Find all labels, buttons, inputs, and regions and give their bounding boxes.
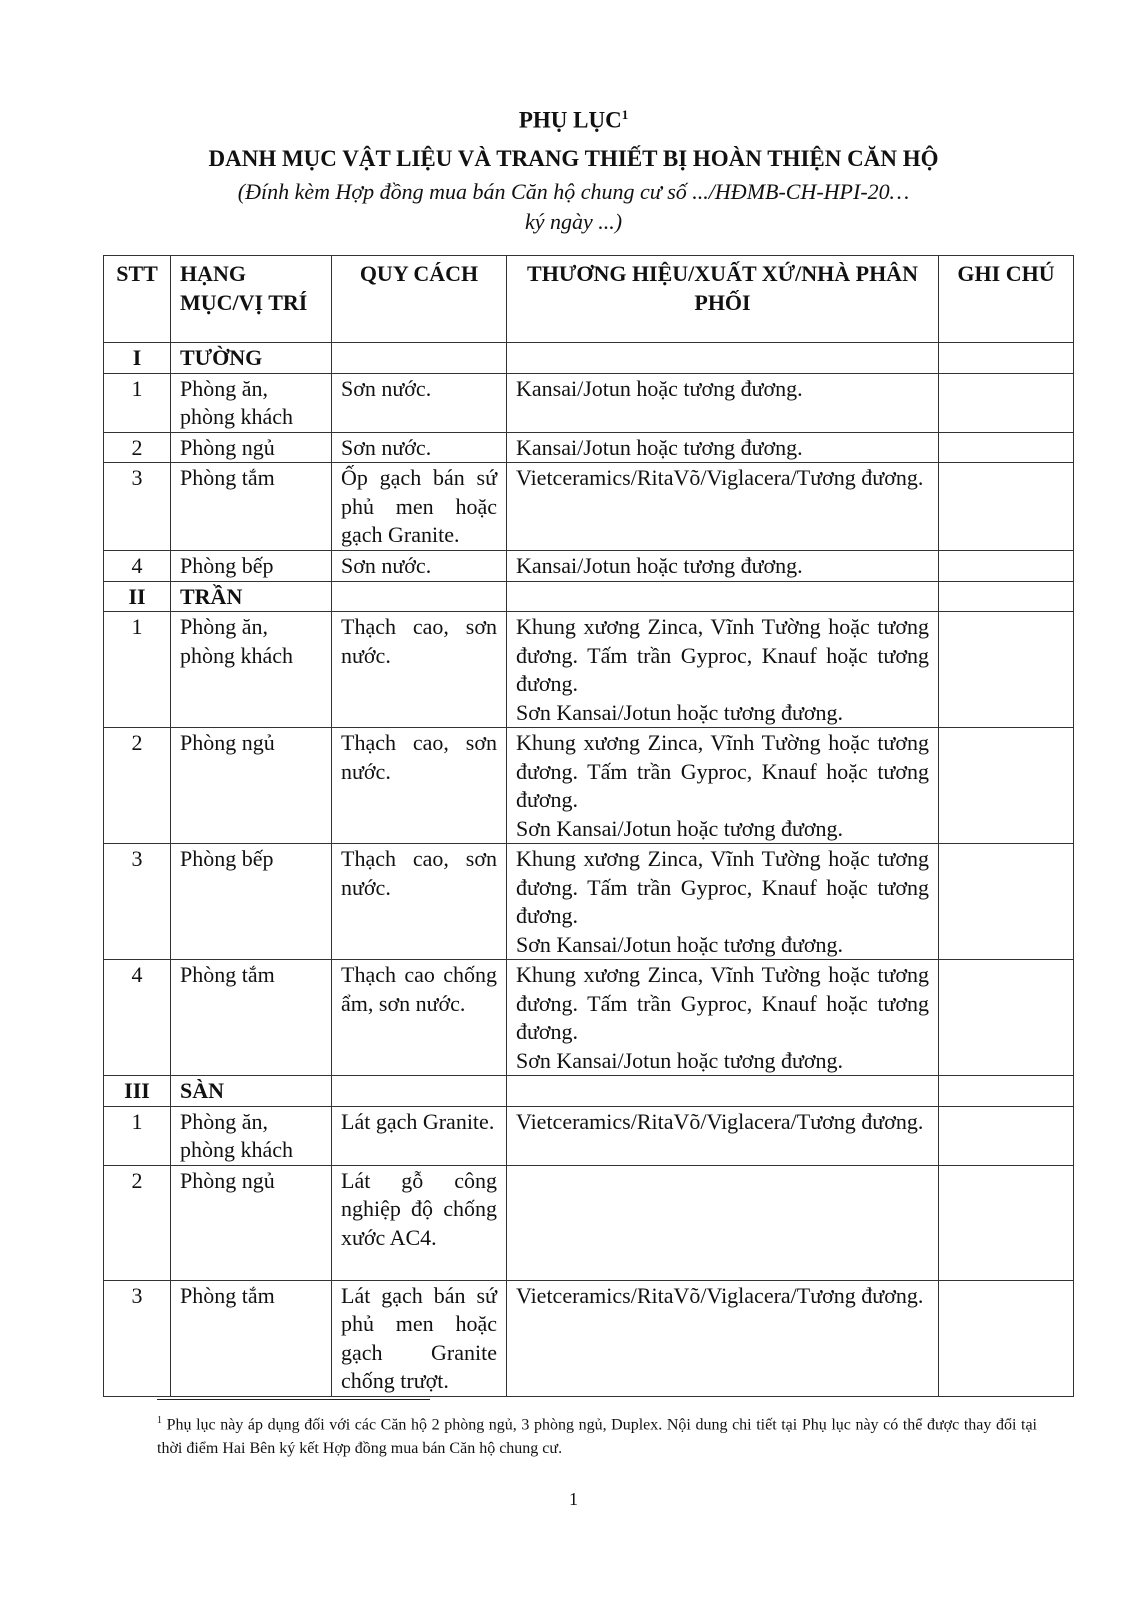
row-spec: Thạch cao chống ẩm, sơn nước.	[332, 960, 507, 1076]
row-brand	[507, 1165, 939, 1280]
row-spec: Sơn nước.	[332, 373, 507, 432]
table-row	[104, 1106, 1074, 1165]
row-spec: Thạch cao, sơn nước.	[332, 728, 507, 844]
row-brand	[507, 1280, 939, 1396]
row-stt: 3	[104, 844, 171, 960]
row-brand	[507, 551, 939, 582]
footnote-mark: 1	[157, 1415, 162, 1426]
row-item: Phòng tắm	[171, 463, 332, 551]
row-brand-text: Kansai/Jotun hoặc tương đương.	[516, 553, 803, 578]
appendix-title-text: PHỤ LỤC	[518, 107, 622, 133]
section-name: TƯỜNG	[171, 343, 332, 374]
materials-table	[103, 255, 1074, 1397]
empty-cell	[507, 343, 939, 374]
header-spec: QUY CÁCH	[332, 256, 507, 343]
section-row	[104, 343, 1074, 374]
empty-cell	[332, 1076, 507, 1107]
empty-cell	[332, 343, 507, 374]
section-number: II	[104, 581, 171, 612]
row-brand	[507, 960, 939, 1076]
row-brand	[507, 463, 939, 551]
contract-reference-line-1: (Đính kèm Hợp đồng mua bán Căn hộ chung cư số .../HĐMB-CH-HPI-20…	[237, 179, 910, 204]
row-brand-text: Khung xương Zinca, Vĩnh Tường hoặc tương đương. Tấm trần Gyproc, Knauf hoặc tương đương.	[516, 614, 929, 696]
appendix-title	[0, 107, 1147, 134]
row-brand-text: Kansai/Jotun hoặc tương đương.	[516, 434, 803, 460]
row-note	[939, 844, 1074, 960]
row-stt: 4	[104, 551, 171, 582]
row-brand	[507, 612, 939, 728]
row-note	[939, 551, 1074, 582]
section-number: III	[104, 1076, 171, 1107]
row-brand	[507, 373, 939, 432]
row-brand-text: Khung xương Zinca, Vĩnh Tường hoặc tương đương. Tấm trần Gyproc, Knauf hoặc tương đương.	[516, 730, 929, 812]
contract-reference	[0, 177, 1147, 237]
row-note	[939, 1280, 1074, 1396]
row-brand-paint-text: Sơn Kansai/Jotun hoặc tương đương.	[516, 699, 844, 725]
row-brand-paint-text: Sơn Kansai/Jotun hoặc tương đương.	[516, 815, 844, 841]
row-spec: Lát gạch bán sứ phủ men hoặc gạch Granite chống trượt.	[332, 1280, 507, 1396]
row-stt: 1	[104, 1106, 171, 1165]
page-number: 1	[569, 1489, 578, 1509]
row-brand-text: Vietceramics/RitaVõ/Viglacera/Tương đương.	[516, 1282, 924, 1308]
row-brand-text: Kansai/Jotun hoặc tương đương.	[516, 375, 803, 401]
table-header-row	[104, 256, 1074, 343]
row-item: Phòng ăn, phòng khách	[171, 373, 332, 432]
table-row	[104, 612, 1074, 728]
row-item: Phòng ngủ	[171, 1165, 332, 1280]
section-row	[104, 581, 1074, 612]
section-number: I	[104, 343, 171, 374]
empty-cell	[332, 581, 507, 612]
row-brand	[507, 844, 939, 960]
row-stt: 1	[104, 612, 171, 728]
empty-cell	[939, 1076, 1074, 1107]
footnote-reference: 1	[621, 107, 629, 122]
section-row	[104, 1076, 1074, 1107]
table-row	[104, 960, 1074, 1076]
row-note	[939, 1165, 1074, 1280]
row-note	[939, 960, 1074, 1076]
table-row	[104, 551, 1074, 582]
row-spec: Lát gạch Granite.	[332, 1106, 507, 1165]
row-note	[939, 728, 1074, 844]
table-row	[104, 728, 1074, 844]
footnote	[157, 1409, 1037, 1461]
row-note	[939, 432, 1074, 463]
row-brand	[507, 728, 939, 844]
row-stt: 3	[104, 463, 171, 551]
empty-cell	[507, 1076, 939, 1107]
row-stt: 4	[104, 960, 171, 1076]
row-brand-text: Vietceramics/RitaVõ/Viglacera/Tương đương.	[516, 1108, 924, 1134]
row-stt: 3	[104, 1280, 171, 1396]
row-note	[939, 463, 1074, 551]
row-item: Phòng bếp	[171, 551, 332, 582]
row-spec: Sơn nước.	[332, 551, 507, 582]
table-row	[104, 432, 1074, 463]
contract-reference-line-2: ký ngày ...)	[524, 209, 623, 234]
footnote-text: Phụ lục này áp dụng đối với các Căn hộ 2 phòng ngủ, 3 phòng ngủ, Duplex. Nội dung chi tiết tại Phụ lục này có thể được thay đổi tại thời điểm Hai Bên ký kết Hợp đồng mua bán Căn hộ chung cư.	[157, 1416, 1037, 1458]
row-brand-paint-text: Sơn Kansai/Jotun hoặc tương đương.	[516, 931, 844, 957]
row-brand-paint-text: Sơn Kansai/Jotun hoặc tương đương.	[516, 1047, 844, 1073]
row-brand-text: Khung xương Zinca, Vĩnh Tường hoặc tương đương. Tấm trần Gyproc, Knauf hoặc tương đương.	[516, 962, 929, 1044]
row-item: Phòng tắm	[171, 1280, 332, 1396]
row-spec: Ốp gạch bán sứ phủ men hoặc gạch Granite.	[332, 463, 507, 551]
row-note	[939, 612, 1074, 728]
table-row	[104, 1280, 1074, 1396]
header-brand: THƯƠNG HIỆU/XUẤT XỨ/NHÀ PHÂN PHỐI	[507, 256, 939, 343]
row-item: Phòng tắm	[171, 960, 332, 1076]
row-note	[939, 373, 1074, 432]
header-item: HẠNG MỤC/VỊ TRÍ	[171, 256, 332, 343]
table-row	[104, 373, 1074, 432]
row-stt: 2	[104, 1165, 171, 1280]
row-spec: Thạch cao, sơn nước.	[332, 612, 507, 728]
table-body	[104, 343, 1074, 1397]
table-row	[104, 844, 1074, 960]
row-brand-text: Vietceramics/RitaVõ/Viglacera/Tương đương.	[516, 465, 924, 490]
row-stt: 2	[104, 728, 171, 844]
table-row	[104, 1165, 1074, 1280]
row-item: Phòng bếp	[171, 844, 332, 960]
row-stt: 1	[104, 373, 171, 432]
row-brand	[507, 1106, 939, 1165]
row-item: Phòng ăn, phòng khách	[171, 612, 332, 728]
row-brand	[507, 432, 939, 463]
row-item: Phòng ăn, phòng khách	[171, 1106, 332, 1165]
footnote-separator	[157, 1399, 430, 1400]
row-item: Phòng ngủ	[171, 432, 332, 463]
section-name: TRẦN	[171, 581, 332, 612]
row-spec: Sơn nước.	[332, 432, 507, 463]
row-note	[939, 1106, 1074, 1165]
row-spec: Lát gỗ công nghiệp độ chống xước AC4.	[332, 1165, 507, 1280]
row-spec: Thạch cao, sơn nước.	[332, 844, 507, 960]
header-note: GHI CHÚ	[939, 256, 1074, 343]
header-stt: STT	[104, 256, 171, 343]
section-name: SÀN	[171, 1076, 332, 1107]
empty-cell	[939, 343, 1074, 374]
appendix-subtitle: DANH MỤC VẬT LIỆU VÀ TRANG THIẾT BỊ HOÀN THIỆN CĂN HỘ	[208, 146, 939, 171]
row-stt: 2	[104, 432, 171, 463]
row-item: Phòng ngủ	[171, 728, 332, 844]
empty-cell	[507, 581, 939, 612]
row-brand-text: Khung xương Zinca, Vĩnh Tường hoặc tương đương. Tấm trần Gyproc, Knauf hoặc tương đương.	[516, 846, 929, 928]
empty-cell	[939, 581, 1074, 612]
table-row	[104, 463, 1074, 551]
